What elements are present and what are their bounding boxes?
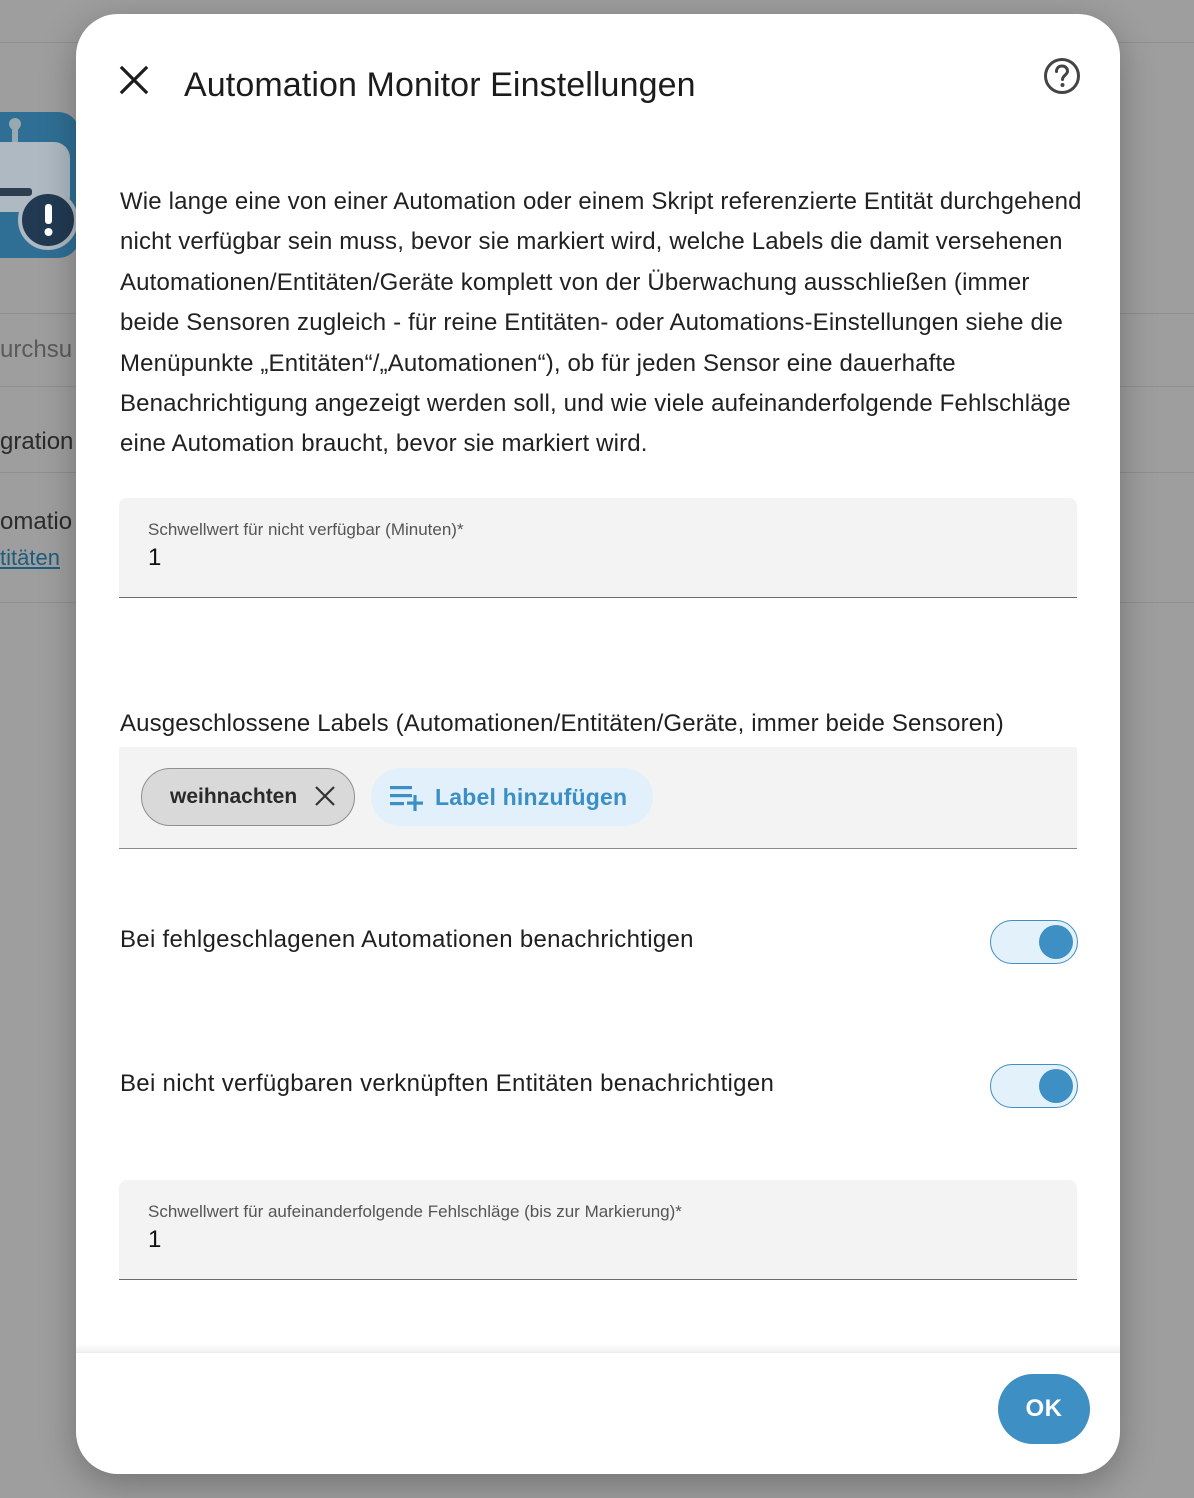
settings-dialog bbox=[76, 14, 1120, 1474]
add-label-button[interactable] bbox=[371, 768, 653, 826]
close-button[interactable] bbox=[106, 52, 162, 108]
bg-item-title: omatio bbox=[0, 508, 73, 535]
failure-threshold-label: Schwellwert für aufeinanderfolgende Fehlschläge (bis zur Markierung)* bbox=[148, 1202, 682, 1221]
help-circle-icon bbox=[1042, 56, 1082, 96]
bg-item-link: titäten bbox=[0, 545, 60, 570]
bg-search-text: urchsu bbox=[0, 336, 73, 363]
switch-knob bbox=[1039, 1069, 1073, 1103]
dialog-description: Wie lange eine von einer Automation oder einem Skript referenzierte Entität durchgehend nicht verfügbar sein muss, bevor sie markiert wird, welche Labels die damit versehenen Automationen/Entitäten/Geräte komplett von der Überwachung ausschließen (immer beide Sensoren zugleich - für reine Entitäten- oder Automations-Einstellungen siehe die Menüpunkte „Entitäten“/„Automationen“), ob für jeden Sensor eine dauerhafte Benachrichtigung angezeigt werden soll, und wie viele aufeinanderfolgende Fehlschläge eine Automation braucht, bevor sie markiert wird. bbox=[120, 188, 1082, 458]
bg-section-heading: gration bbox=[0, 428, 74, 455]
notify-unavailable-entities-switch[interactable] bbox=[990, 1064, 1078, 1108]
ok-button[interactable]: OK bbox=[998, 1374, 1090, 1444]
unavailable-threshold-value[interactable]: 1 bbox=[148, 544, 162, 571]
label-chip-text: weihnachten bbox=[170, 785, 298, 808]
notify-unavailable-entities-label: Bei nicht verfügbaren verknüpften Entitäten benachrichtigen bbox=[120, 1070, 775, 1097]
dialog-header bbox=[76, 14, 1120, 134]
notify-failed-automations-row bbox=[120, 920, 1078, 966]
remove-chip-button[interactable] bbox=[312, 783, 338, 809]
unavailable-threshold-field[interactable] bbox=[119, 498, 1077, 598]
add-label-text: Label hinzufügen bbox=[435, 783, 628, 810]
label-chip[interactable] bbox=[141, 768, 355, 826]
notify-failed-automations-label: Bei fehlgeschlagenen Automationen benachrichtigen bbox=[120, 926, 694, 953]
excluded-labels-heading: Ausgeschlossene Labels (Automationen/Entitäten/Geräte, immer beide Sensoren) bbox=[120, 710, 1004, 737]
help-button[interactable] bbox=[1036, 50, 1088, 102]
dialog-title: Automation Monitor Einstellungen bbox=[184, 66, 696, 104]
close-icon bbox=[314, 785, 336, 807]
failure-threshold-field[interactable] bbox=[119, 1180, 1077, 1280]
switch-knob bbox=[1039, 925, 1073, 959]
playlist-plus-icon bbox=[389, 782, 427, 812]
notify-unavailable-entities-row bbox=[120, 1064, 1078, 1110]
close-icon bbox=[119, 65, 149, 95]
failure-threshold-value[interactable]: 1 bbox=[148, 1226, 162, 1253]
footer-divider bbox=[76, 1344, 1120, 1353]
unavailable-threshold-label: Schwellwert für nicht verfügbar (Minuten)* bbox=[148, 520, 464, 539]
notify-failed-automations-switch[interactable] bbox=[990, 920, 1078, 964]
excluded-labels-field bbox=[119, 747, 1077, 849]
